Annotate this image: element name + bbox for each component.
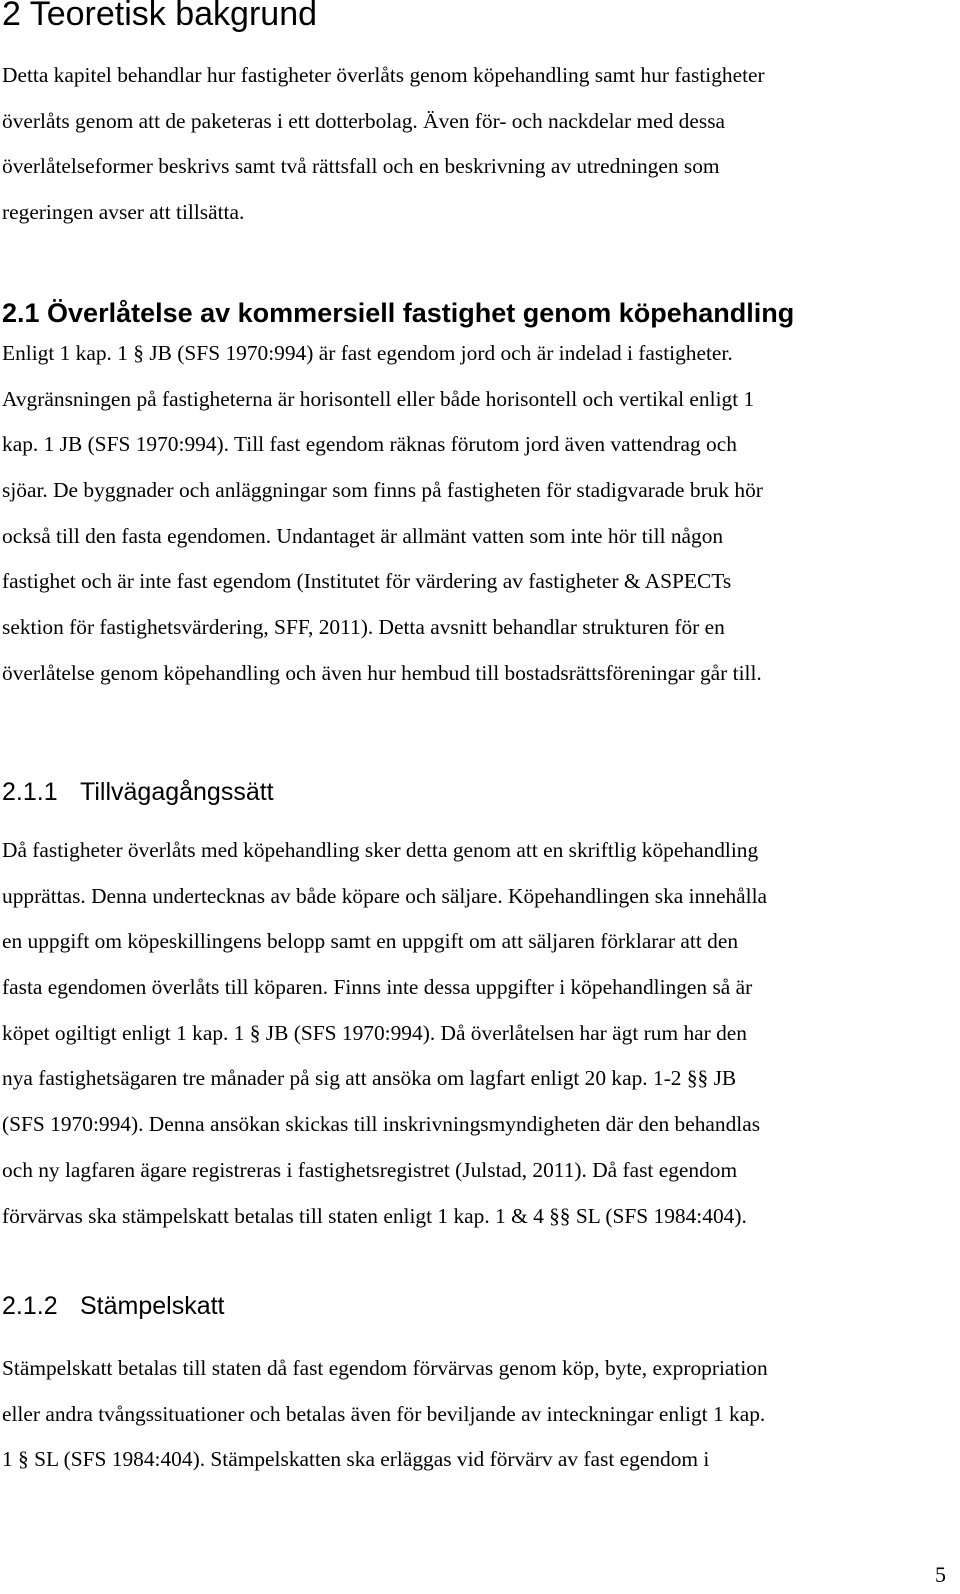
paragraph-line: upprättas. Denna undertecknas av både köpare och säljare. Köpehandlingen ska innehålla [2, 883, 768, 908]
paragraph-line: 1 § SL (SFS 1984:404). Stämpelskatten ska erläggas vid förvärv av fast egendom i [2, 1447, 710, 1472]
page-number: 5 [935, 1562, 946, 1587]
paragraph-line: överlåtelse genom köpehandling och även hur hembud till bostadsrättsföreningar går till. [2, 660, 762, 685]
paragraph-line: kap. 1 JB (SFS 1970:994). Till fast egendom räknas förutom jord även vattendrag och [2, 432, 737, 457]
subsection-title: Stämpelskatt [80, 1292, 225, 1320]
paragraph-line: Då fastigheter överlåts med köpehandling sker detta genom att en skriftlig köpehandling [2, 838, 759, 862]
paragraph-line: eller andra tvångssituationer och betalas även för beviljande av inteckningar enligt 1 kap. [2, 1401, 766, 1426]
paragraph-line: Detta kapitel behandlar hur fastigheter överlåts genom köpehandling samt hur fastigheter [2, 63, 765, 87]
paragraph-line: överlåts genom att de paketeras i ett dotterbolag. Även för- och nackdelar med dessa [2, 108, 726, 133]
section-2-1-1-paragraph [2, 828, 767, 1239]
paragraph-line: (SFS 1970:994). Denna ansökan skickas till inskrivningsmyndigheten där den behandlas [2, 1112, 761, 1137]
paragraph-line: nya fastighetsägaren tre månader på sig att ansöka om lagfart enligt 20 kap. 1-2 §§ JB [2, 1066, 737, 1091]
paragraph-line: köpet ogiltigt enligt 1 kap. 1 § JB (SFS 1970:994). Då överlåtelsen har ägt rum har den [2, 1020, 747, 1045]
paragraph-line: fastighet och är inte fast egendom (Institutet för värdering av fastigheter & ASPECTs [2, 569, 732, 594]
paragraph-line: Avgränsningen på fastigheterna är horisontell eller både horisontell och vertikal enligt 1 [2, 386, 755, 411]
section-2-1-2-paragraph [2, 1346, 768, 1483]
paragraph-line: sjöar. De byggnader och anläggningar som finns på fastigheten för stadigvarade bruk hör [2, 478, 763, 503]
chapter-heading: 2 Teoretisk bakgrund [2, 0, 318, 33]
subsection-heading-2-1-2 [2, 1290, 225, 1322]
subsection-heading-2-1-1 [2, 776, 274, 808]
paragraph-line: överlåtelseformer beskrivs samt två rättsfall och en beskrivning av utredningen som [2, 154, 720, 179]
subsection-title: Tillvägagångssätt [80, 778, 274, 806]
paragraph-line: fasta egendomen överlåts till köparen. Finns inte dessa uppgifter i köpehandlingen så är [2, 975, 753, 1000]
subsection-number: 2.1.2 [2, 1292, 58, 1320]
paragraph-line: en uppgift om köpeskillingens belopp samt en uppgift om att säljaren förklarar att den [2, 929, 739, 954]
paragraph-line: sektion för fastighetsvärdering, SFF, 2011). Detta avsnitt behandlar strukturen för en [2, 615, 725, 640]
paragraph-line: Stämpelskatt betalas till staten då fast egendom förvärvas genom köp, byte, expropriation [2, 1356, 768, 1380]
section-heading-2-1: 2.1 Överlåtelse av kommersiell fastighet genom köpehandling [2, 298, 795, 328]
subsection-number: 2.1.1 [2, 778, 58, 806]
paragraph-line: förvärvas ska stämpelskatt betalas till staten enligt 1 kap. 1 & 4 §§ SL (SFS 1984:404). [2, 1203, 747, 1228]
intro-paragraph [2, 53, 765, 236]
paragraph-line: regeringen avser att tillsätta. [2, 200, 245, 225]
section-2-1-paragraph [2, 331, 763, 697]
paragraph-line: också till den fasta egendomen. Undantaget är allmänt vatten som inte hör till någon [2, 523, 724, 548]
paragraph-line: och ny lagfaren ägare registreras i fastighetsregistret (Julstad, 2011). Då fast egendom [2, 1157, 738, 1182]
paragraph-line: Enligt 1 kap. 1 § JB (SFS 1970:994) är fast egendom jord och är indelad i fastigheter. [2, 341, 733, 365]
